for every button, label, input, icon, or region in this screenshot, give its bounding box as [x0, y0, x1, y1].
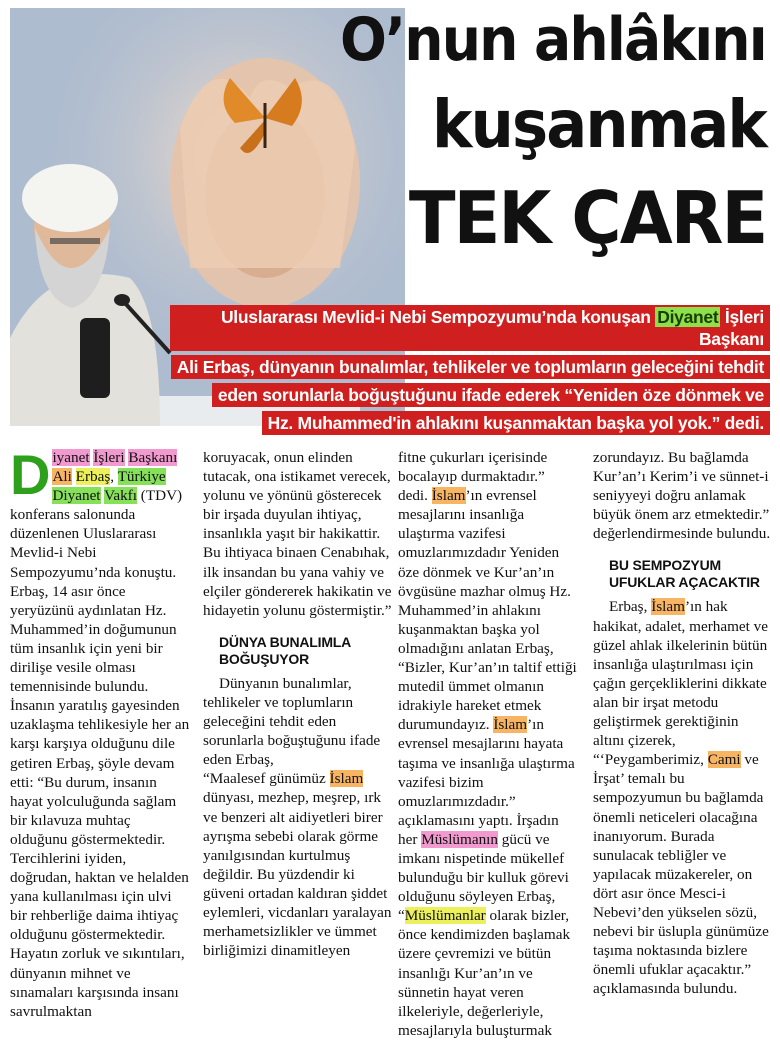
deck-highlight: Diyanet [657, 307, 719, 327]
subheading-line: BOĞUŞUYOR [219, 650, 309, 667]
highlight: Diyanet [52, 487, 101, 505]
highlight: Türkiye [117, 468, 166, 486]
paragraph [203, 769, 393, 960]
body-text: ’ın hak hakikat, adalet, merhamet ve güzel ahlak ilkelerinin bütün insanlığa ulaştırılması için çağın gerçekliklerini dikkate alan bir irşat metodu geliştirmek gerektiğinin altını çizerek, “‘Peygamberimiz, [593, 598, 768, 769]
paragraph: koruyacak, onun elinden tutacak, ona istikamet verecek, yolunu ve yönünü gösterecek bir irşada duyulan ihtiyaç, insanlıkla yaşıt bir hakikattir. Bu ihtiyaca binaen Cenabıhak, ilk insandan bu yana vahiy ve elçiler göndererek hakikatin ve hidayetin yolunu göstermiştir.” [203, 449, 392, 619]
paragraph: Dünyanın bunalımlar, tehlikeler ve toplumların geleceğini tehdit eden sorunlarla boğuştuğunu ifade eden Erbaş, [203, 674, 381, 769]
deck-summary [170, 305, 770, 439]
article-column-2 [203, 448, 393, 960]
highlight: Başkanı [128, 449, 178, 466]
body-text: olarak bizler, önce kendimizden başlamak üzere çevremizi ve bütün insanlığı Kur’an’ın ve sünnetin hayat veren ilkeleriyle, değerleriyle, mesajlarıyla buluşturmak [398, 907, 571, 1039]
subheading [609, 557, 773, 591]
body-text: ve İrşat’ temalı bu sempozyumun bu bağlamda önemli neticeleri olacağına inanıyorum. Burada sunulacak tebliğler ve yapılacak müzakereler, on dört asır önce Mesci-i Nebevi’den yükselen sözü, nebevi bir üslupla günümüze taşıma noktasında bizlere önemli ufuklar açacaktır.” açıklamasında bulundu. [593, 751, 769, 998]
deck-line-4: Hz. Muhammed'in ahlakını kuşanmaktan başka yol yok.” dedi. [262, 411, 770, 435]
body-text: (TDV) konferans salonunda düzenlenen Uluslararası Mevlid-i Nebi Sempozyumu’nda konuştu. Erbaş, 14 asır önce yeryüzünü aydınlatan Hz. Muhammed’in doğumunun tüm insanlık için yeni bir dirilişe vesile olması temennisinde bulundu. İnsanın yaratılış gayesinden uzaklaşma tehlikesiyle her an karşı karşıya olduğunu dile getiren Erbaş, şöyle devam etti: “Bu durum, insanın hayat yolculuğunda sağlam bir kılavuza muhtaç olduğunu göstermektedir. Tercihlerini iyiden, doğrudan, haktan ve helalden yana kullanılması için ulvi bir rehberliğe daima ihtiyaç olduğunu göstermektedir. Hayatın zorluk ve sıkıntıları, dünyanın mihnet ve sınamaları karşısında insanı savrulmaktan [10, 487, 190, 1020]
headline-line-1: O’nun ahlâkını [340, 5, 766, 75]
body-text: Erbaş, [609, 598, 652, 616]
highlight: İslam [431, 487, 466, 505]
body-text: fitne çukurları içerisinde bocalayıp durmaktadır.” dedi. [398, 449, 548, 505]
highlight: Ali [52, 468, 72, 486]
article-column-4 [593, 448, 773, 998]
paragraph [398, 448, 578, 1040]
highlight: İslam [651, 598, 685, 616]
subheading [219, 634, 393, 668]
highlight: Müslümanın [421, 830, 498, 848]
body-text: dünyası, mezhep, meşrep, ırk ve benzeri alt aidiyetleri birer ayrışma sebebi olarak görme yanılgısından kurtulmuş değildir. Bu yüzdendir ki güveni ortadan kaldıran şiddet eylemleri, vicdanları yaralayan merhametsizlikler ve ümmet birliğimizi dinamitleyen [203, 789, 392, 960]
body-text: ’ın evrensel mesajlarını hayata taşıma ve insanlığa ulaştırma vazifesi bizim omuzlarımızdadır.” açıklamasını yaptı. İrşadın her [398, 716, 575, 848]
body-text: gücü ve imkanı nispetinde mükellef bulunduğu bir kulluk görevi olduğunu söyleyen Erbaş, “ [398, 830, 569, 925]
deck-line-2: Ali Erbaş, dünyanın bunalımlar, tehlikeler ve toplumların geleceğini tehdit [171, 355, 770, 379]
body-text: ’ın evrensel mesajlarını insanlığa ulaştırma vazifesi omuzlarımızdadır Yeniden öze dönmek ve Kur’an’ın övgüsüne mazhar olmuş Hz. Muhammed’in ahlakını kuşanmaktan başka yol olmadığını anlatan Erbaş, “Bizler, Kur’an’ın taltif ettiği mutedil ümmet olmanın idrakiyle hareket etmek durumundayız. [398, 487, 577, 734]
deck-line-3: eden sorunlarla boğuştuğunu ifade ederek “Yeniden öze dönmek ve [212, 383, 770, 407]
subheading-line: DÜNYA BUNALIMLA [219, 633, 352, 650]
headline-line-2: kuşanmak [432, 86, 766, 163]
highlight: İslam [493, 716, 528, 734]
highlight: İslam [329, 770, 364, 788]
highlight: Cami [707, 751, 741, 769]
highlight: Vakfı [104, 487, 137, 505]
drop-cap: D [10, 443, 51, 506]
paragraph: Diyanet İşleri Başkanı Ali Erbaş, Türkiye Diyanet Vakfı (TDV) konferans salonunda düzenlenen Uluslararası Mevlid-i Nebi Sempozyumu’nda konuştu. Erbaş, 14 asır önce yeryüzünü aydınlatan Hz. Muhammed’in doğumunun tüm insanlık için yeni bir dirilişe vesile olması temennisinde bulundu. İnsanın yaratılış gayesinden uzaklaşma tehlikesiyle her an karşı karşıya olduğunu dile getiren Erbaş, şöyle devam etti: “Bu durum, insanın hayat yolculuğunda sağlam bir kılavuza muhtaç olduğunu göstermektedir. Tercihlerini iyiden, doğrudan, haktan ve helalden yana kullanılması için ulvi bir rehberliğe daima ihtiyaç olduğunu göstermektedir. Hayatın zorluk ve sıkıntıları, dünyanın mihnet ve sınamaları karşısında insanı savrulmaktan [10, 443, 190, 1020]
paragraph [593, 597, 773, 998]
deck-text: Uluslararası Mevlid-i Nebi Sempozyumu’nda konuşan [220, 307, 656, 327]
highlight: iyanet [52, 449, 90, 466]
deck-text: İşleri Başkanı [698, 307, 764, 349]
body-text: “Maalesef günümüz [203, 770, 330, 788]
article-column-1 [10, 443, 190, 1021]
article-column-3 [398, 448, 578, 1040]
highlight: Müslümanlar [404, 907, 486, 925]
highlight: Erbaş [75, 468, 111, 486]
subheading-line: BU SEMPOZYUM [609, 557, 721, 574]
headline-line-3: TEK ÇARE [408, 176, 766, 260]
highlight: İşleri [93, 449, 125, 466]
paragraph: zorundayız. Bu bağlamda Kur’an’ı Kerim’i ve sünnet-i seniyyeyi doğru anlamak büyük önem arz etmektedir.” değerlendirmesinde bulundu. [593, 449, 771, 543]
subheading-line: UFUKLAR AÇACAKTIR [609, 574, 760, 591]
